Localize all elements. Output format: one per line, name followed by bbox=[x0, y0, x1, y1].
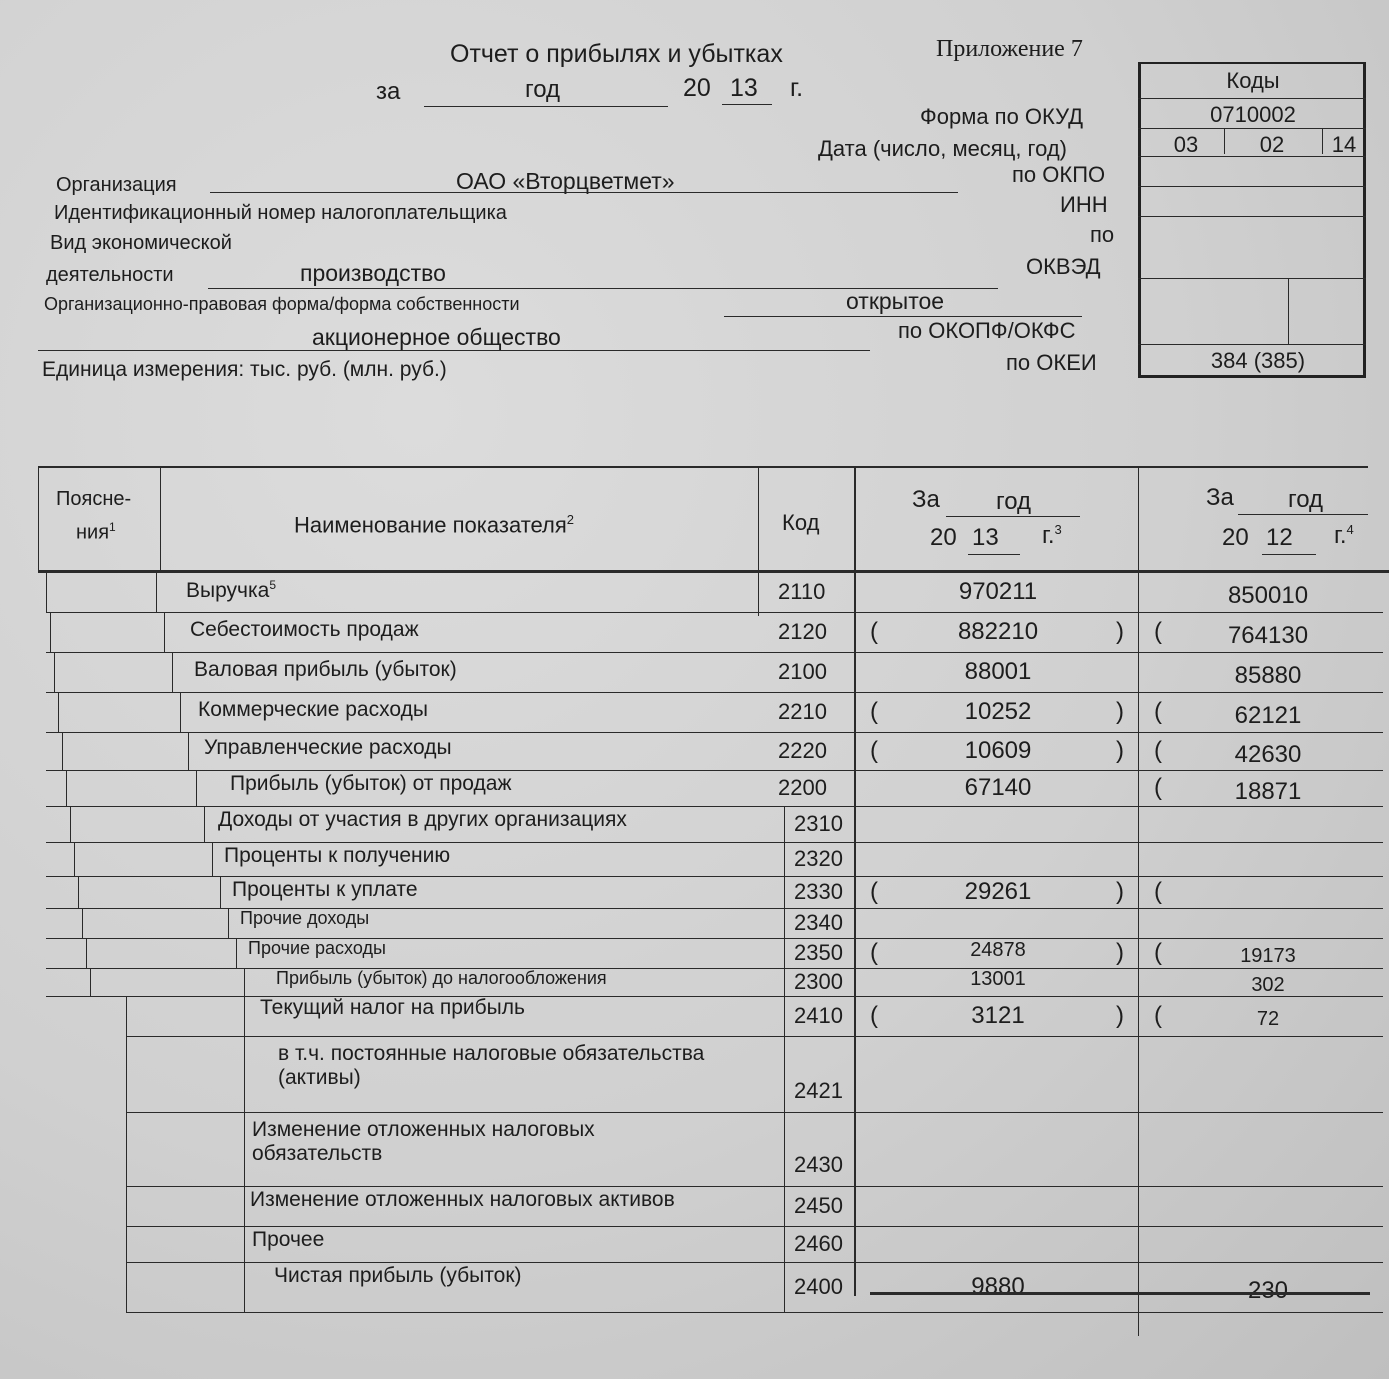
row-current-year-value: 88001 bbox=[964, 658, 1032, 685]
table-row bbox=[38, 572, 1389, 612]
col-code-header: Код bbox=[782, 510, 820, 535]
row-name: Выручка$^5$ bbox=[186, 578, 277, 602]
report-title: Отчет о прибылях и убытках bbox=[450, 40, 783, 68]
row-code: 2110 bbox=[778, 579, 826, 604]
table-row bbox=[38, 938, 1389, 968]
open-paren: ( bbox=[1154, 618, 1162, 645]
okud-label: Форма по ОКУД bbox=[920, 104, 1083, 129]
table-row bbox=[38, 1262, 1389, 1312]
col-notes-header-2: ния$^1$ bbox=[76, 520, 116, 544]
okei-label: по ОКЕИ bbox=[1006, 350, 1097, 375]
row-name: Прибыль (убыток) до налогообложения bbox=[276, 968, 607, 988]
close-paren: ) bbox=[1116, 698, 1124, 725]
open-paren: ( bbox=[1154, 774, 1162, 801]
table-row bbox=[38, 1186, 1389, 1226]
activity-label-1: Вид экономической bbox=[50, 232, 232, 254]
row-current-year-value: 10252 bbox=[964, 698, 1032, 725]
row-code: 2340 bbox=[794, 910, 843, 935]
financial-table bbox=[38, 466, 1389, 1379]
row-previous-year-value: 850010 bbox=[1227, 582, 1309, 609]
row-code: 2210 bbox=[778, 699, 827, 724]
row-current-year-value: 29261 bbox=[964, 878, 1032, 905]
row-code: 2410 bbox=[794, 1003, 843, 1028]
activity-value: производство bbox=[300, 260, 446, 286]
okpo-label: по ОКПО bbox=[1012, 162, 1106, 187]
okopf-label: по ОКОПФ/ОКФС bbox=[898, 318, 1076, 343]
inn-label: Идентификационный номер налогоплательщика bbox=[54, 202, 507, 224]
row-name: Себестоимость продаж bbox=[190, 618, 419, 641]
row-code: 2350 bbox=[794, 940, 843, 965]
row-previous-year-value: 302 bbox=[1251, 974, 1285, 996]
row-current-year-value: 3121 bbox=[971, 1002, 1025, 1029]
year-prefix: 20 bbox=[683, 74, 711, 102]
table-row bbox=[38, 652, 1389, 692]
legal-form-value-2: акционерное общество bbox=[312, 324, 561, 350]
row-name: Прибыль (убыток) от продаж bbox=[230, 772, 512, 795]
row-code: 2310 bbox=[794, 811, 843, 836]
period-value: год bbox=[525, 76, 561, 103]
row-current-year-value: 67140 bbox=[964, 774, 1032, 801]
row-current-year-value: 10609 bbox=[964, 737, 1032, 764]
row-previous-year-value: 230 bbox=[1247, 1277, 1289, 1304]
table-row bbox=[38, 1112, 1389, 1186]
row-current-year-value: 13001 bbox=[970, 968, 1026, 990]
row-name: Прочие доходы bbox=[240, 908, 370, 928]
codes-title: Коды bbox=[1226, 68, 1280, 93]
row-name: Прочие расходы bbox=[248, 938, 386, 958]
row-current-year-value: 24878 bbox=[970, 939, 1026, 961]
okud-code: 0710002 bbox=[1210, 102, 1296, 127]
row-current-year-value: 882210 bbox=[957, 618, 1039, 645]
row-code: 2300 bbox=[794, 969, 843, 994]
units-label: Единица измерения: тыс. руб. (млн. руб.) bbox=[42, 358, 447, 381]
table-row bbox=[38, 1226, 1389, 1262]
col-prev-header-prefix: 20 bbox=[1222, 524, 1249, 551]
row-previous-year-value: 85880 bbox=[1234, 662, 1302, 689]
col-name-header: Наименование показателя$^2$ bbox=[294, 512, 575, 538]
activity-label-2: деятельности bbox=[46, 264, 174, 286]
close-paren: ) bbox=[1116, 939, 1124, 966]
open-paren: ( bbox=[870, 939, 878, 966]
date-month: 02 bbox=[1259, 132, 1285, 157]
row-name: Изменение отложенных налоговых активов bbox=[250, 1188, 675, 1211]
col-cur-header-for: За bbox=[912, 486, 940, 513]
row-previous-year-value: 19173 bbox=[1240, 945, 1296, 967]
table-row bbox=[38, 770, 1389, 806]
open-paren: ( bbox=[870, 1002, 878, 1029]
okei-code: 384 (385) bbox=[1210, 348, 1306, 373]
close-paren: ) bbox=[1116, 878, 1124, 905]
col-cur-header-year: 13 bbox=[972, 524, 999, 551]
year-value: 13 bbox=[730, 74, 758, 102]
period-for-label: за bbox=[376, 78, 401, 105]
table-row bbox=[38, 806, 1389, 842]
row-name: Проценты к уплате bbox=[232, 878, 418, 901]
row-name: Управленческие расходы bbox=[204, 736, 452, 759]
table-row bbox=[38, 876, 1389, 908]
row-previous-year-value: 42630 bbox=[1234, 741, 1302, 768]
row-name: Чистая прибыль (убыток) bbox=[274, 1264, 522, 1287]
row-code: 2200 bbox=[778, 775, 827, 800]
table-row bbox=[38, 842, 1389, 876]
table-row bbox=[38, 908, 1389, 938]
open-paren: ( bbox=[1154, 939, 1162, 966]
row-code: 2421 bbox=[794, 1078, 843, 1103]
row-name: Коммерческие расходы bbox=[198, 698, 428, 721]
row-name: Доходы от участия в других организациях bbox=[218, 808, 627, 831]
org-label: Организация bbox=[56, 174, 177, 196]
row-code: 2330 bbox=[794, 879, 843, 904]
col-cur-header-prefix: 20 bbox=[930, 524, 957, 551]
col-prev-header-year: 12 bbox=[1266, 524, 1293, 551]
row-code: 2400 bbox=[794, 1274, 843, 1299]
row-code: 2120 bbox=[778, 619, 827, 644]
year-suffix: г. bbox=[790, 74, 804, 102]
row-name: Изменение отложенных налоговых обязательств bbox=[252, 1118, 595, 1165]
open-paren: ( bbox=[1154, 737, 1162, 764]
row-code: 2320 bbox=[794, 846, 843, 871]
open-paren: ( bbox=[1154, 1002, 1162, 1029]
row-code: 2460 bbox=[794, 1231, 843, 1256]
row-previous-year-value: 18871 bbox=[1234, 778, 1302, 805]
date-day: 03 bbox=[1173, 132, 1199, 157]
col-notes-header-1: Поясне- bbox=[56, 488, 132, 510]
okved-label-1: по bbox=[1090, 222, 1115, 247]
close-paren: ) bbox=[1116, 1002, 1124, 1029]
net-profit-rule bbox=[870, 1292, 1370, 1295]
col-prev-header-suffix: г.$^4$ bbox=[1334, 522, 1354, 549]
year-underline bbox=[722, 104, 772, 105]
legal-form-label: Организационно-правовая форма/форма собственности bbox=[44, 294, 520, 314]
col-prev-header-period: год bbox=[1288, 486, 1324, 513]
row-current-year-value: 9880 bbox=[971, 1273, 1025, 1300]
date-year: 14 bbox=[1331, 132, 1357, 157]
open-paren: ( bbox=[870, 737, 878, 764]
open-paren: ( bbox=[1154, 878, 1162, 905]
inn-code-label: ИНН bbox=[1060, 192, 1108, 217]
open-paren: ( bbox=[870, 878, 878, 905]
open-paren: ( bbox=[870, 698, 878, 725]
row-code: 2450 bbox=[794, 1193, 843, 1218]
table-row bbox=[38, 612, 1389, 652]
row-code: 2100 bbox=[778, 659, 827, 684]
col-prev-header-for: За bbox=[1206, 484, 1234, 511]
codes-box bbox=[1138, 62, 1368, 380]
row-name: Проценты к получению bbox=[224, 844, 451, 867]
col-cur-header-suffix: г.$^3$ bbox=[1042, 522, 1062, 549]
date-label: Дата (число, месяц, год) bbox=[818, 136, 1068, 161]
row-code: 2220 bbox=[778, 738, 827, 763]
table-row bbox=[38, 968, 1389, 996]
table-row bbox=[38, 1036, 1389, 1112]
open-paren: ( bbox=[1154, 698, 1162, 725]
row-name: Валовая прибыль (убыток) bbox=[194, 658, 457, 681]
row-name: Текущий налог на прибыль bbox=[260, 996, 525, 1019]
legal-form-value-1: открытое bbox=[846, 288, 945, 314]
table-row bbox=[38, 732, 1389, 770]
row-current-year-value: 970211 bbox=[958, 578, 1038, 605]
close-paren: ) bbox=[1116, 737, 1124, 764]
org-name: ОАО «Вторцветмет» bbox=[456, 168, 675, 194]
okved-label-2: ОКВЭД bbox=[1026, 254, 1101, 279]
row-name: Прочее bbox=[252, 1228, 325, 1251]
appendix-label: Приложение 7 bbox=[936, 36, 1083, 62]
table-row bbox=[38, 996, 1389, 1036]
row-previous-year-value: 62121 bbox=[1234, 702, 1302, 729]
row-previous-year-value: 72 bbox=[1256, 1008, 1280, 1030]
row-code: 2430 bbox=[794, 1152, 843, 1177]
row-previous-year-value: 764130 bbox=[1227, 622, 1309, 649]
open-paren: ( bbox=[870, 618, 878, 645]
table-row bbox=[38, 692, 1389, 732]
period-underline bbox=[424, 106, 668, 107]
row-name: в т.ч. постоянные налоговые обязательства (активы) bbox=[278, 1042, 705, 1089]
col-cur-header-period: год bbox=[996, 488, 1032, 515]
close-paren: ) bbox=[1116, 618, 1124, 645]
